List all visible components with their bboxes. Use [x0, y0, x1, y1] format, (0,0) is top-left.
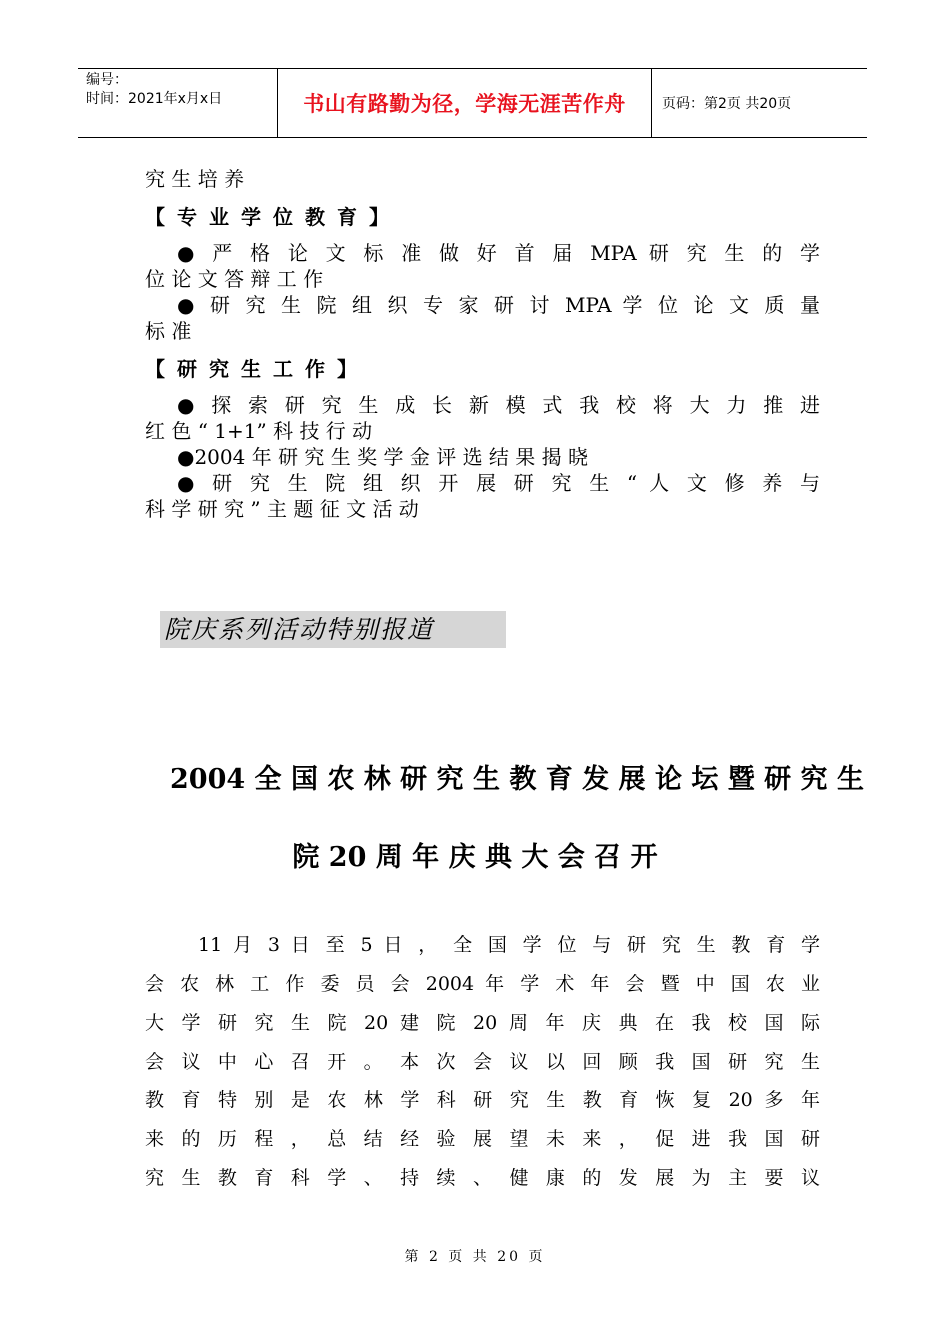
contents-item: ● 研 究 生 院 组 织 开 展 研 究 生 “ 人 文 修 养 与 — [177, 471, 820, 495]
document-number-label: 编号： — [86, 72, 128, 88]
page-header — [78, 68, 867, 138]
article-body-line: 来 的 历 程 ， 总 结 经 验 展 望 未 来 ， 促 进 我 国 研 — [145, 1128, 820, 1150]
contents-item-continued: 标 准 — [145, 319, 192, 343]
contents-item-continued: 位 论 文 答 辩 工 作 — [145, 267, 324, 291]
section-title-professional-degree: 【专业学位教育】 — [145, 205, 401, 229]
article-title-line-2: 院 20 周 年 庆 典 大 会 召 开 — [292, 842, 658, 873]
special-report-banner: 院庆系列活动特别报道 — [160, 611, 506, 648]
article-body-line: 究 生 教 育 科 学 、 持 续 、 健 康 的 发 展 为 主 要 议 — [145, 1167, 820, 1189]
contents-list — [145, 166, 820, 522]
article-body-line: 大 学 研 究 生 院 20 建 院 20 周 年 庆 典 在 我 校 国 际 — [145, 1012, 820, 1034]
page-footer: 第 2 页 共 20 页 — [404, 1249, 546, 1265]
contents-item: ● 严 格 论 文 标 准 做 好 首 届 MPA 研 究 生 的 学 — [177, 241, 820, 265]
contents-item-continued: 科 学 研 究 ” 主 题 征 文 活 动 — [145, 497, 419, 521]
article-title-line-1: 2004 全 国 农 林 研 究 生 教 育 发 展 论 坛 暨 研 究 生 — [170, 764, 864, 795]
contents-intro-line: 究 生 培 养 — [145, 167, 245, 191]
contents-item: ●2004 年 研 究 生 奖 学 金 评 选 结 果 揭 晓 — [177, 445, 588, 469]
document-time-label: 时间：2021年x月x日 — [86, 91, 223, 107]
contents-item-continued: 红 色 “ 1+1” 科 技 行 动 — [145, 419, 373, 443]
header-motto: 书山有路勤为径，学海无涯苦作舟 — [278, 69, 652, 137]
contents-item: ● 探 索 研 究 生 成 长 新 模 式 我 校 将 大 力 推 进 — [177, 393, 820, 417]
article-body-line: 11 月 3 日 至 5 日 ， 全 国 学 位 与 研 究 生 教 育 学 — [198, 934, 820, 956]
section-title-graduate-work: 【研究生工作】 — [145, 357, 369, 381]
article-body-line: 会 议 中 心 召 开 。 本 次 会 议 以 回 顾 我 国 研 究 生 — [145, 1051, 820, 1073]
article-body-line: 教 育 特 别 是 农 林 学 科 研 究 生 教 育 恢 复 20 多 年 — [145, 1089, 820, 1111]
contents-item: ● 研 究 生 院 组 织 专 家 研 讨 MPA 学 位 论 文 质 量 — [177, 293, 820, 317]
header-meta — [78, 69, 278, 137]
article-body-line: 会 农 林 工 作 委 员 会 2004 年 学 术 年 会 暨 中 国 农 业 — [145, 973, 820, 995]
header-page-label: 页码：第2页 共20页 — [662, 96, 792, 112]
